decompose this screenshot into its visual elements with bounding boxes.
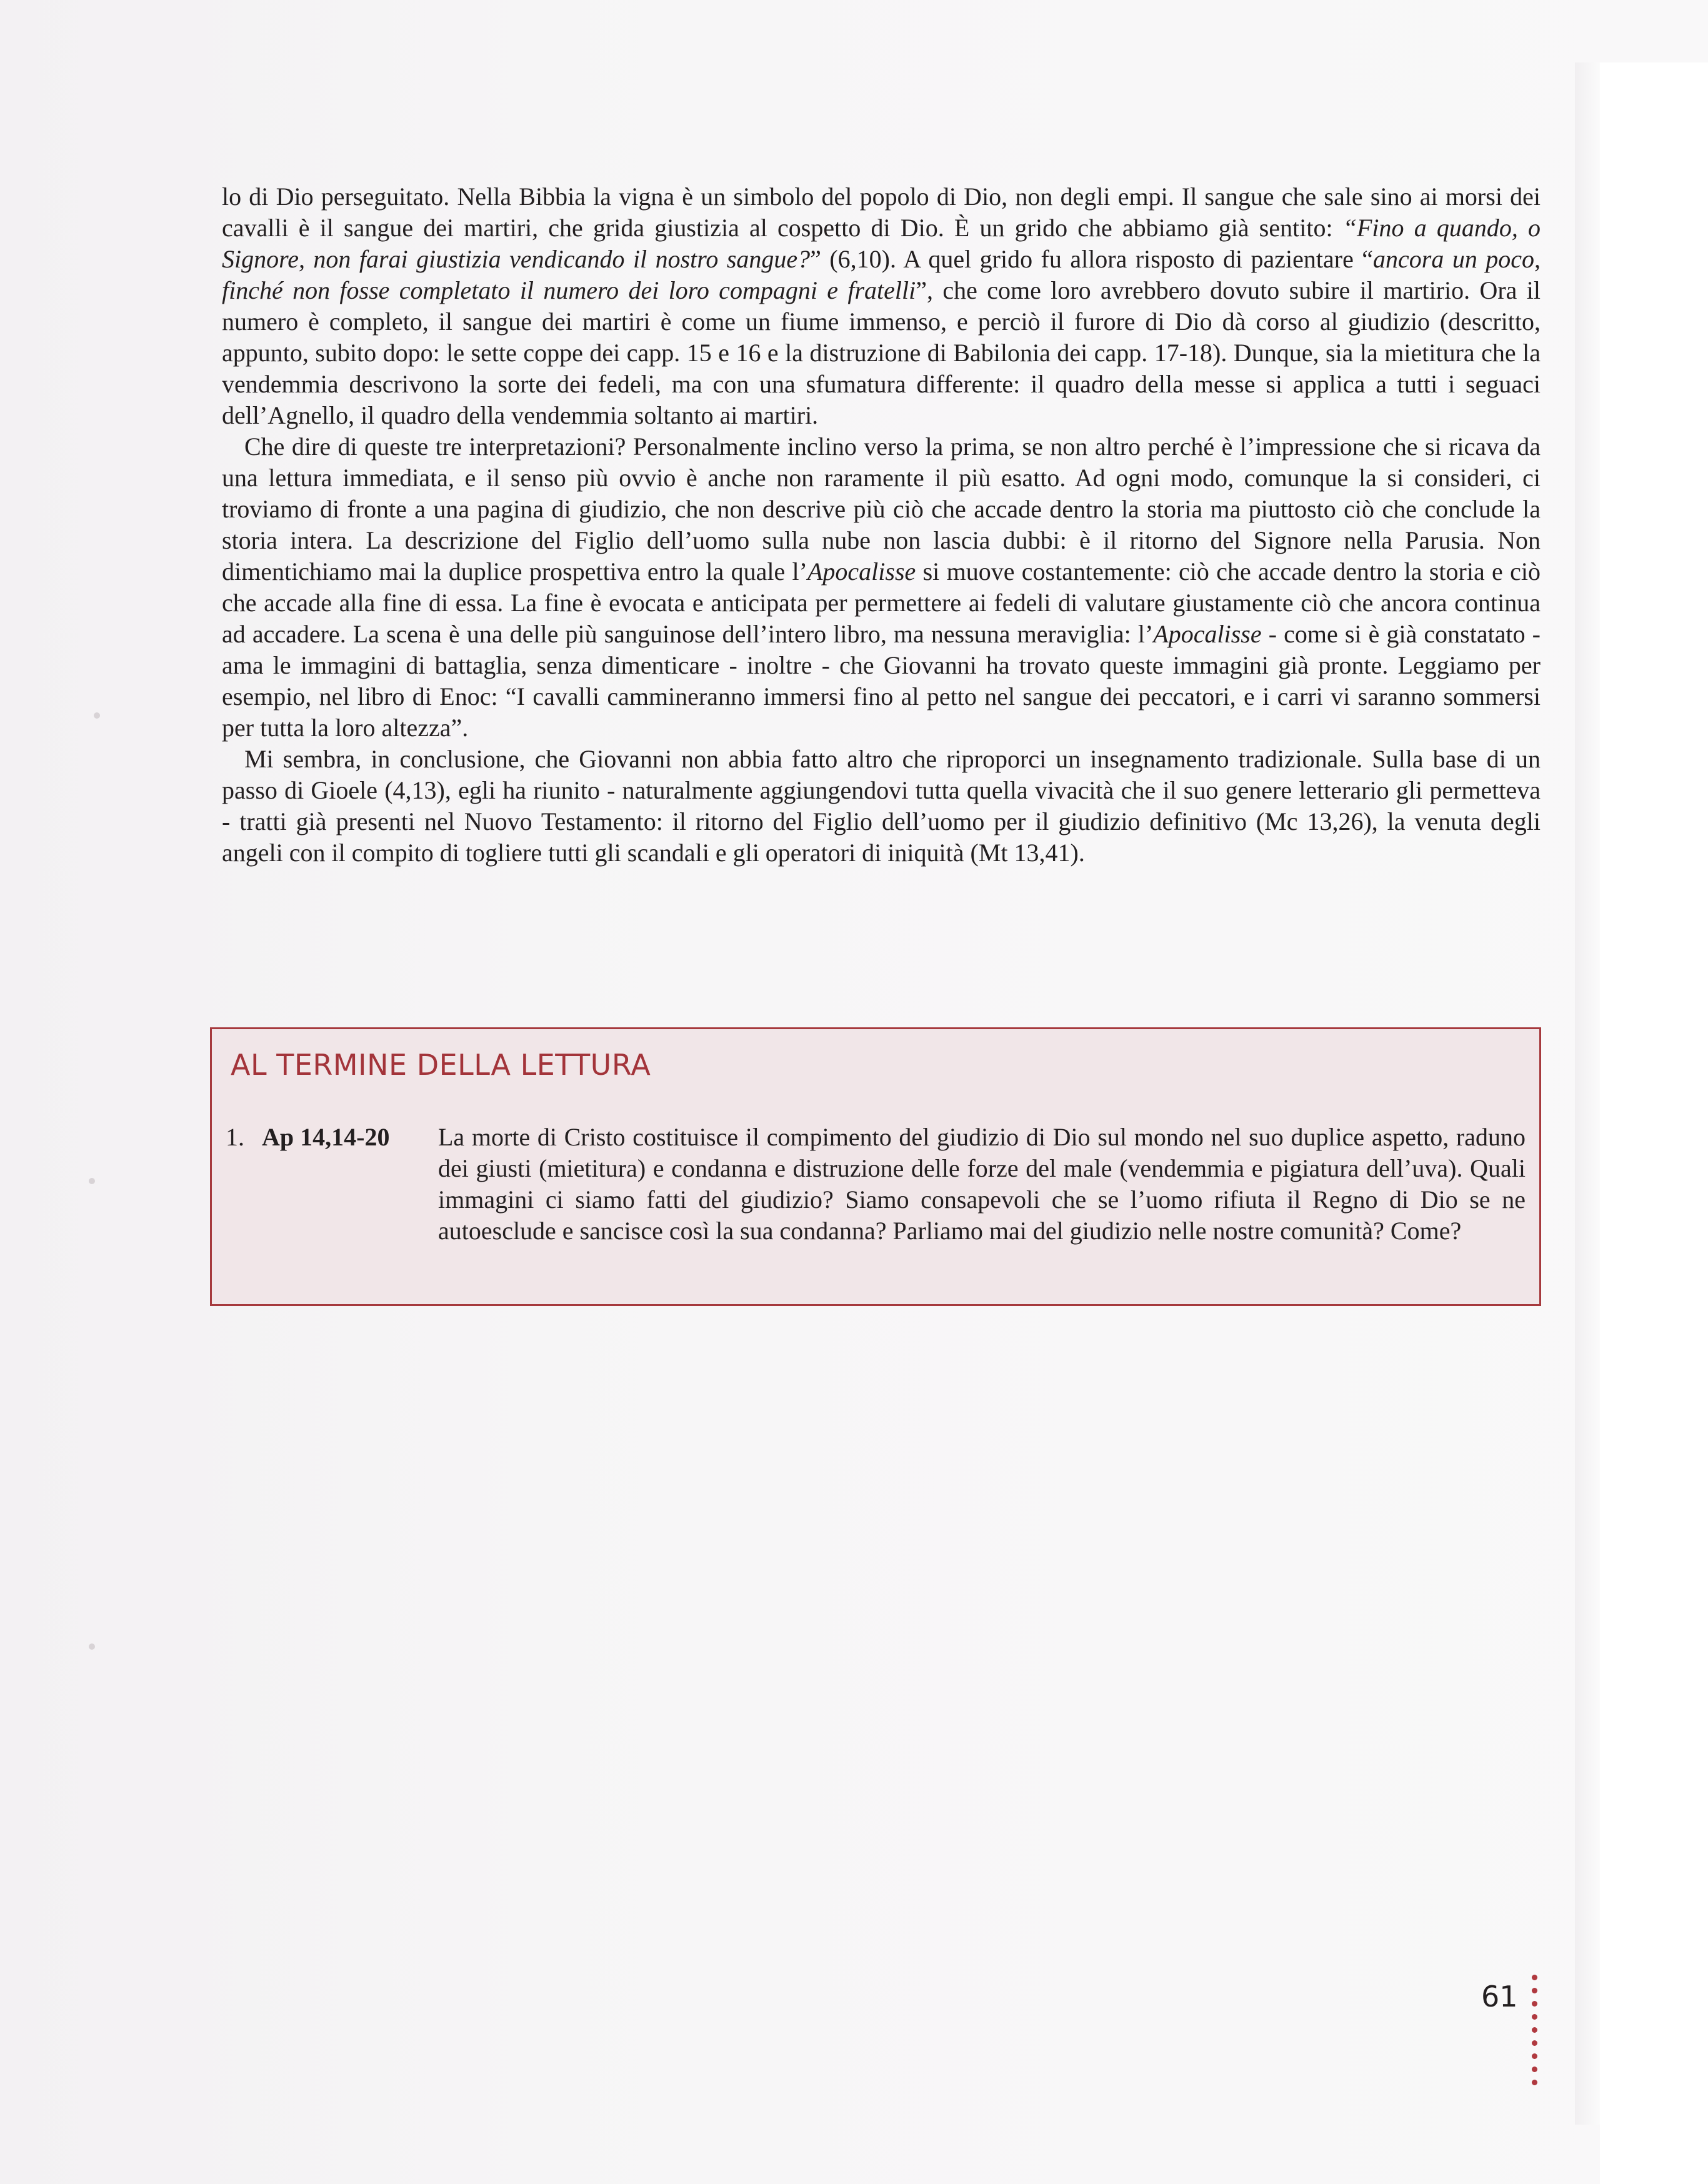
quote-run: ancora un poco, finché non fosse completato il numero dei loro compagni e fratelli (222, 245, 1541, 304)
text-run: ” (6,10). A quel grido fu allora risposto di pazientare “ (810, 245, 1374, 273)
binding-hole (89, 1643, 95, 1650)
text-run: si muove costantemente: ciò che accade dentro la storia e ciò che accade alla fine di essa. La fine è evocata e anticipata per permettere ai fedeli di valutare giustamente ciò che ancora continua ad accadere. La scena è una delle più sanguinose dell’intero libro, ma nessuna meraviglia: l’ (222, 557, 1541, 648)
quote-run: “Fino a quando, o Signore, non farai giustizia vendicando il nostro sangue? (222, 214, 1541, 273)
binding-hole (89, 1178, 95, 1184)
text-run: Mi sembra, in conclusione, che Giovanni non abbia fatto altro che riproporci un insegnamento tradizionale. Sulla base di un passo di Gioele (4,13), egli ha riunito - naturalmente aggiungendovi tutta quella vivacità che il suo genere letterario gli permetteva - tratti già presenti nel Nuovo Testamento: il ritorno del Figlio dell’uomo per il giudizio definitivo (Mc 13,26), la venuta degli angeli con il compito di togliere tutti gli scandali e gli operatori di iniquità (Mt 13,41). (222, 745, 1541, 867)
text-run: - come si è già constatato - ama le immagini di battaglia, senza dimenticare - inoltre - che Giovanni ha trovato queste immagini già pronte. Leggiamo per esempio, nel libro di Enoc: “I cavalli cammineranno immersi fino al petto nel sangue dei peccatori, e i carri vi saranno sommersi per tutta la loro altezza”. (222, 620, 1541, 742)
paragraph (222, 431, 1541, 744)
title-run: Apocalisse (1153, 620, 1262, 648)
binding-hole (94, 712, 100, 719)
paragraph (222, 744, 1541, 869)
page-number: 61 (1481, 1980, 1518, 2013)
page-shadow-strip (1575, 62, 1600, 2125)
review-item-text: La morte di Cristo costituisce il compimento del giudizio di Dio sul mondo nel suo duplice aspetto, raduno dei giusti (mietitura) e condanna e distruzione delle forze del male (vendemmia e pigiatura dell’uva). Quali immagini ci siamo fatti del giudizio? Siamo consapevoli che se l’uomo rifiuta il Regno di Dio se ne autoesclude e sancisce così la sua condanna? Parliamo mai del giudizio nelle nostre comunità? Come? (438, 1123, 1526, 1245)
title-run: Apocalisse (807, 557, 916, 586)
review-item-reference: Ap 14,14-20 (262, 1123, 390, 1151)
decorative-dots (1532, 1975, 1539, 2093)
review-box (210, 1027, 1541, 1306)
scan-margin (1600, 62, 1708, 2184)
text-run: Che dire di queste tre interpretazioni? Personalmente inclino verso la prima, se non altro perché è l’impressione che si ricava da una lettura immediata, e il senso più ovvio è anche non raramente il più esatto. Ad ogni modo, comunque la si consideri, ci troviamo di fronte a una pagina di giudizio, che non descrive più ciò che accade dentro la storia ma piuttosto ciò che conclude la storia intera. La descrizione del Figlio dell’uomo sulla nube non lascia dubbi: è il ritorno del Signore nella Parusia. Non dimentichiamo mai la duplice prospettiva entro la quale l’ (222, 432, 1541, 586)
paragraph (222, 181, 1541, 431)
text-run: ”, che come loro avrebbero dovuto subire il martirio. Ora il numero è completo, il sangue dei martiri è come un fiume immenso, e perciò il furore di Dio dà corso al giudizio (descritto, appunto, subito dopo: le sette coppe dei capp. 15 e 16 e la distruzione di Babilonia dei capp. 17-18). Dunque, sia la mietitura che la vendemmia descrivono la sorte dei fedeli, ma con una sfumatura differente: il quadro della messe si applica a tutti i seguaci dell’Agnello, il quadro della vendemmia soltanto ai martiri. (222, 276, 1541, 429)
body-text (222, 181, 1541, 869)
review-title: AL TERMINE DELLA LETTURA (231, 1048, 651, 1082)
text-run: lo di Dio perseguitato. Nella Bibbia la vigna è un simbolo del popolo di Dio, non degli empi. Il sangue che sale sino ai morsi dei cavalli è il sangue dei martiri, che grida giustizia al cospetto di Dio. È un grido che abbiamo già sentito: (222, 182, 1541, 242)
review-item-number: 1. (226, 1123, 244, 1151)
